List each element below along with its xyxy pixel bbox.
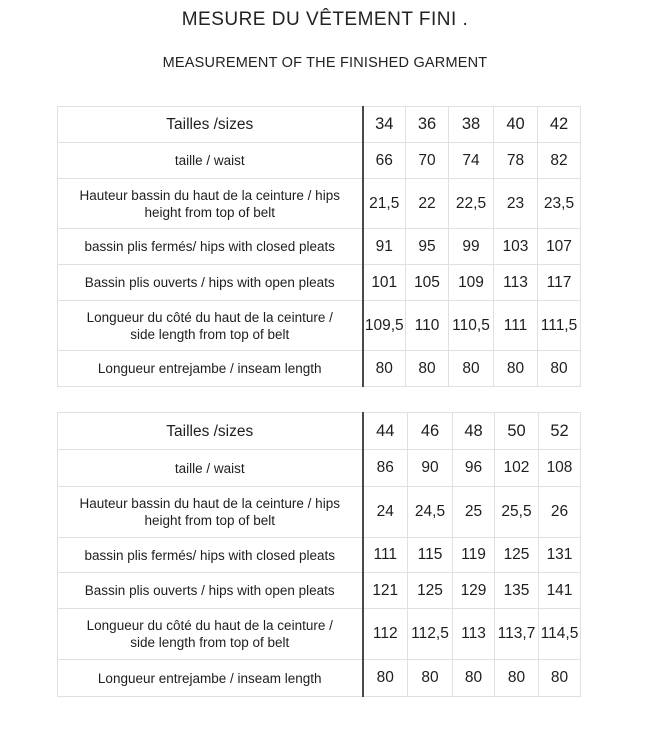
measurement-cell: 112: [363, 609, 408, 660]
measurement-cell: 108: [539, 450, 581, 487]
measurement-cell: 110,5: [449, 301, 494, 351]
table-row: [58, 573, 581, 609]
page-title: MESURE DU VÊTEMENT FINI .: [181, 9, 469, 30]
hip-height-row-label: Hauteur bassin du haut de la ceinture / hips height from top of belt: [58, 179, 363, 229]
table-row: [58, 413, 581, 450]
measurement-cell: 95: [406, 229, 449, 265]
measurement-cell: 80: [363, 351, 406, 387]
measurement-cell: 90: [408, 450, 453, 487]
measurement-cell: 70: [406, 143, 449, 179]
side-length-row-label: Longueur du côté du haut de la ceinture / side length from top of belt: [58, 609, 363, 660]
measurement-cell: 80: [363, 660, 408, 697]
inseam-row-label: Longueur entrejambe / inseam length: [58, 351, 363, 387]
table-row: [58, 538, 581, 573]
measurement-cell: 25,5: [495, 487, 539, 538]
measurement-cell: 82: [538, 143, 581, 179]
measurement-cell: 114,5: [539, 609, 581, 660]
size-header-cell: 52: [539, 413, 581, 450]
measurement-cell: 135: [495, 573, 539, 609]
measurement-cell: 111: [363, 538, 408, 573]
measurement-cell: 111: [494, 301, 538, 351]
measurement-cell: 125: [495, 538, 539, 573]
measurement-cell: 111,5: [538, 301, 581, 351]
table-row: [58, 487, 581, 538]
measurement-cell: 21,5: [363, 179, 406, 229]
measurement-cell: 25: [453, 487, 495, 538]
size-header-cell: 48: [453, 413, 495, 450]
measurement-cell: 105: [406, 265, 449, 301]
measurement-cell: 113,7: [495, 609, 539, 660]
size-header-cell: 50: [495, 413, 539, 450]
measurement-cell: 80: [408, 660, 453, 697]
hips-closed-pleats-row-label: bassin plis fermés/ hips with closed pleats: [58, 229, 363, 265]
measurement-cell: 99: [449, 229, 494, 265]
measurement-cell: 109: [449, 265, 494, 301]
measurement-cell: 131: [539, 538, 581, 573]
waist-row-label: taille / waist: [58, 450, 363, 487]
size-table-2: [57, 412, 581, 697]
measurement-cell: 80: [449, 351, 494, 387]
measurement-cell: 117: [538, 265, 581, 301]
measurement-cell: 80: [538, 351, 581, 387]
size-header-cell: 44: [363, 413, 408, 450]
measurement-cell: 112,5: [408, 609, 453, 660]
measurement-cell: 129: [453, 573, 495, 609]
measurement-cell: 80: [494, 351, 538, 387]
inseam-row-label: Longueur entrejambe / inseam length: [58, 660, 363, 697]
size-header-cell: 46: [408, 413, 453, 450]
size-header-cell: 36: [406, 107, 449, 143]
measurement-cell: 66: [363, 143, 406, 179]
measurement-cell: 141: [539, 573, 581, 609]
table-row: [58, 143, 581, 179]
hips-closed-pleats-row-label: bassin plis fermés/ hips with closed pleats: [58, 538, 363, 573]
size-header-cell: 34: [363, 107, 406, 143]
size-header-cell: 42: [538, 107, 581, 143]
hip-height-row-label: Hauteur bassin du haut de la ceinture / hips height from top of belt: [58, 487, 363, 538]
measurement-cell: 80: [495, 660, 539, 697]
page-subtitle: MEASUREMENT OF THE FINISHED GARMENT: [162, 55, 488, 71]
measurement-cell: 102: [495, 450, 539, 487]
measurement-cell: 24,5: [408, 487, 453, 538]
measurement-cell: 107: [538, 229, 581, 265]
table-row: [58, 229, 581, 265]
measurement-cell: 23,5: [538, 179, 581, 229]
sizes-row-label: Tailles /sizes: [58, 413, 363, 450]
measurement-cell: 110: [406, 301, 449, 351]
measurement-cell: 115: [408, 538, 453, 573]
measurement-cell: 23: [494, 179, 538, 229]
hips-open-pleats-row-label: Bassin plis ouverts / hips with open pleats: [58, 573, 363, 609]
table-row: [58, 660, 581, 697]
measurement-cell: 103: [494, 229, 538, 265]
measurement-cell: 26: [539, 487, 581, 538]
measurement-cell: 125: [408, 573, 453, 609]
measurement-cell: 78: [494, 143, 538, 179]
measurement-cell: 22: [406, 179, 449, 229]
waist-row-label: taille / waist: [58, 143, 363, 179]
table-row: [58, 301, 581, 351]
measurement-cell: 80: [539, 660, 581, 697]
hips-open-pleats-row-label: Bassin plis ouverts / hips with open pleats: [58, 265, 363, 301]
measurement-cell: 96: [453, 450, 495, 487]
sizes-row-label: Tailles /sizes: [58, 107, 363, 143]
measurement-cell: 113: [453, 609, 495, 660]
measurement-cell: 121: [363, 573, 408, 609]
table-row: [58, 450, 581, 487]
side-length-row-label: Longueur du côté du haut de la ceinture / side length from top of belt: [58, 301, 363, 351]
measurement-cell: 74: [449, 143, 494, 179]
measurement-cell: 91: [363, 229, 406, 265]
size-header-cell: 40: [494, 107, 538, 143]
table-row: [58, 265, 581, 301]
size-header-cell: 38: [449, 107, 494, 143]
measurement-cell: 86: [363, 450, 408, 487]
measurement-cell: 113: [494, 265, 538, 301]
table-row: [58, 609, 581, 660]
measurement-cell: 80: [453, 660, 495, 697]
measurement-cell: 24: [363, 487, 408, 538]
measurement-cell: 109,5: [363, 301, 406, 351]
measurement-cell: 119: [453, 538, 495, 573]
size-table-1: [57, 106, 581, 387]
measurement-cell: 80: [406, 351, 449, 387]
measurement-cell: 101: [363, 265, 406, 301]
table-row: [58, 107, 581, 143]
table-row: [58, 179, 581, 229]
measurement-cell: 22,5: [449, 179, 494, 229]
table-row: [58, 351, 581, 387]
